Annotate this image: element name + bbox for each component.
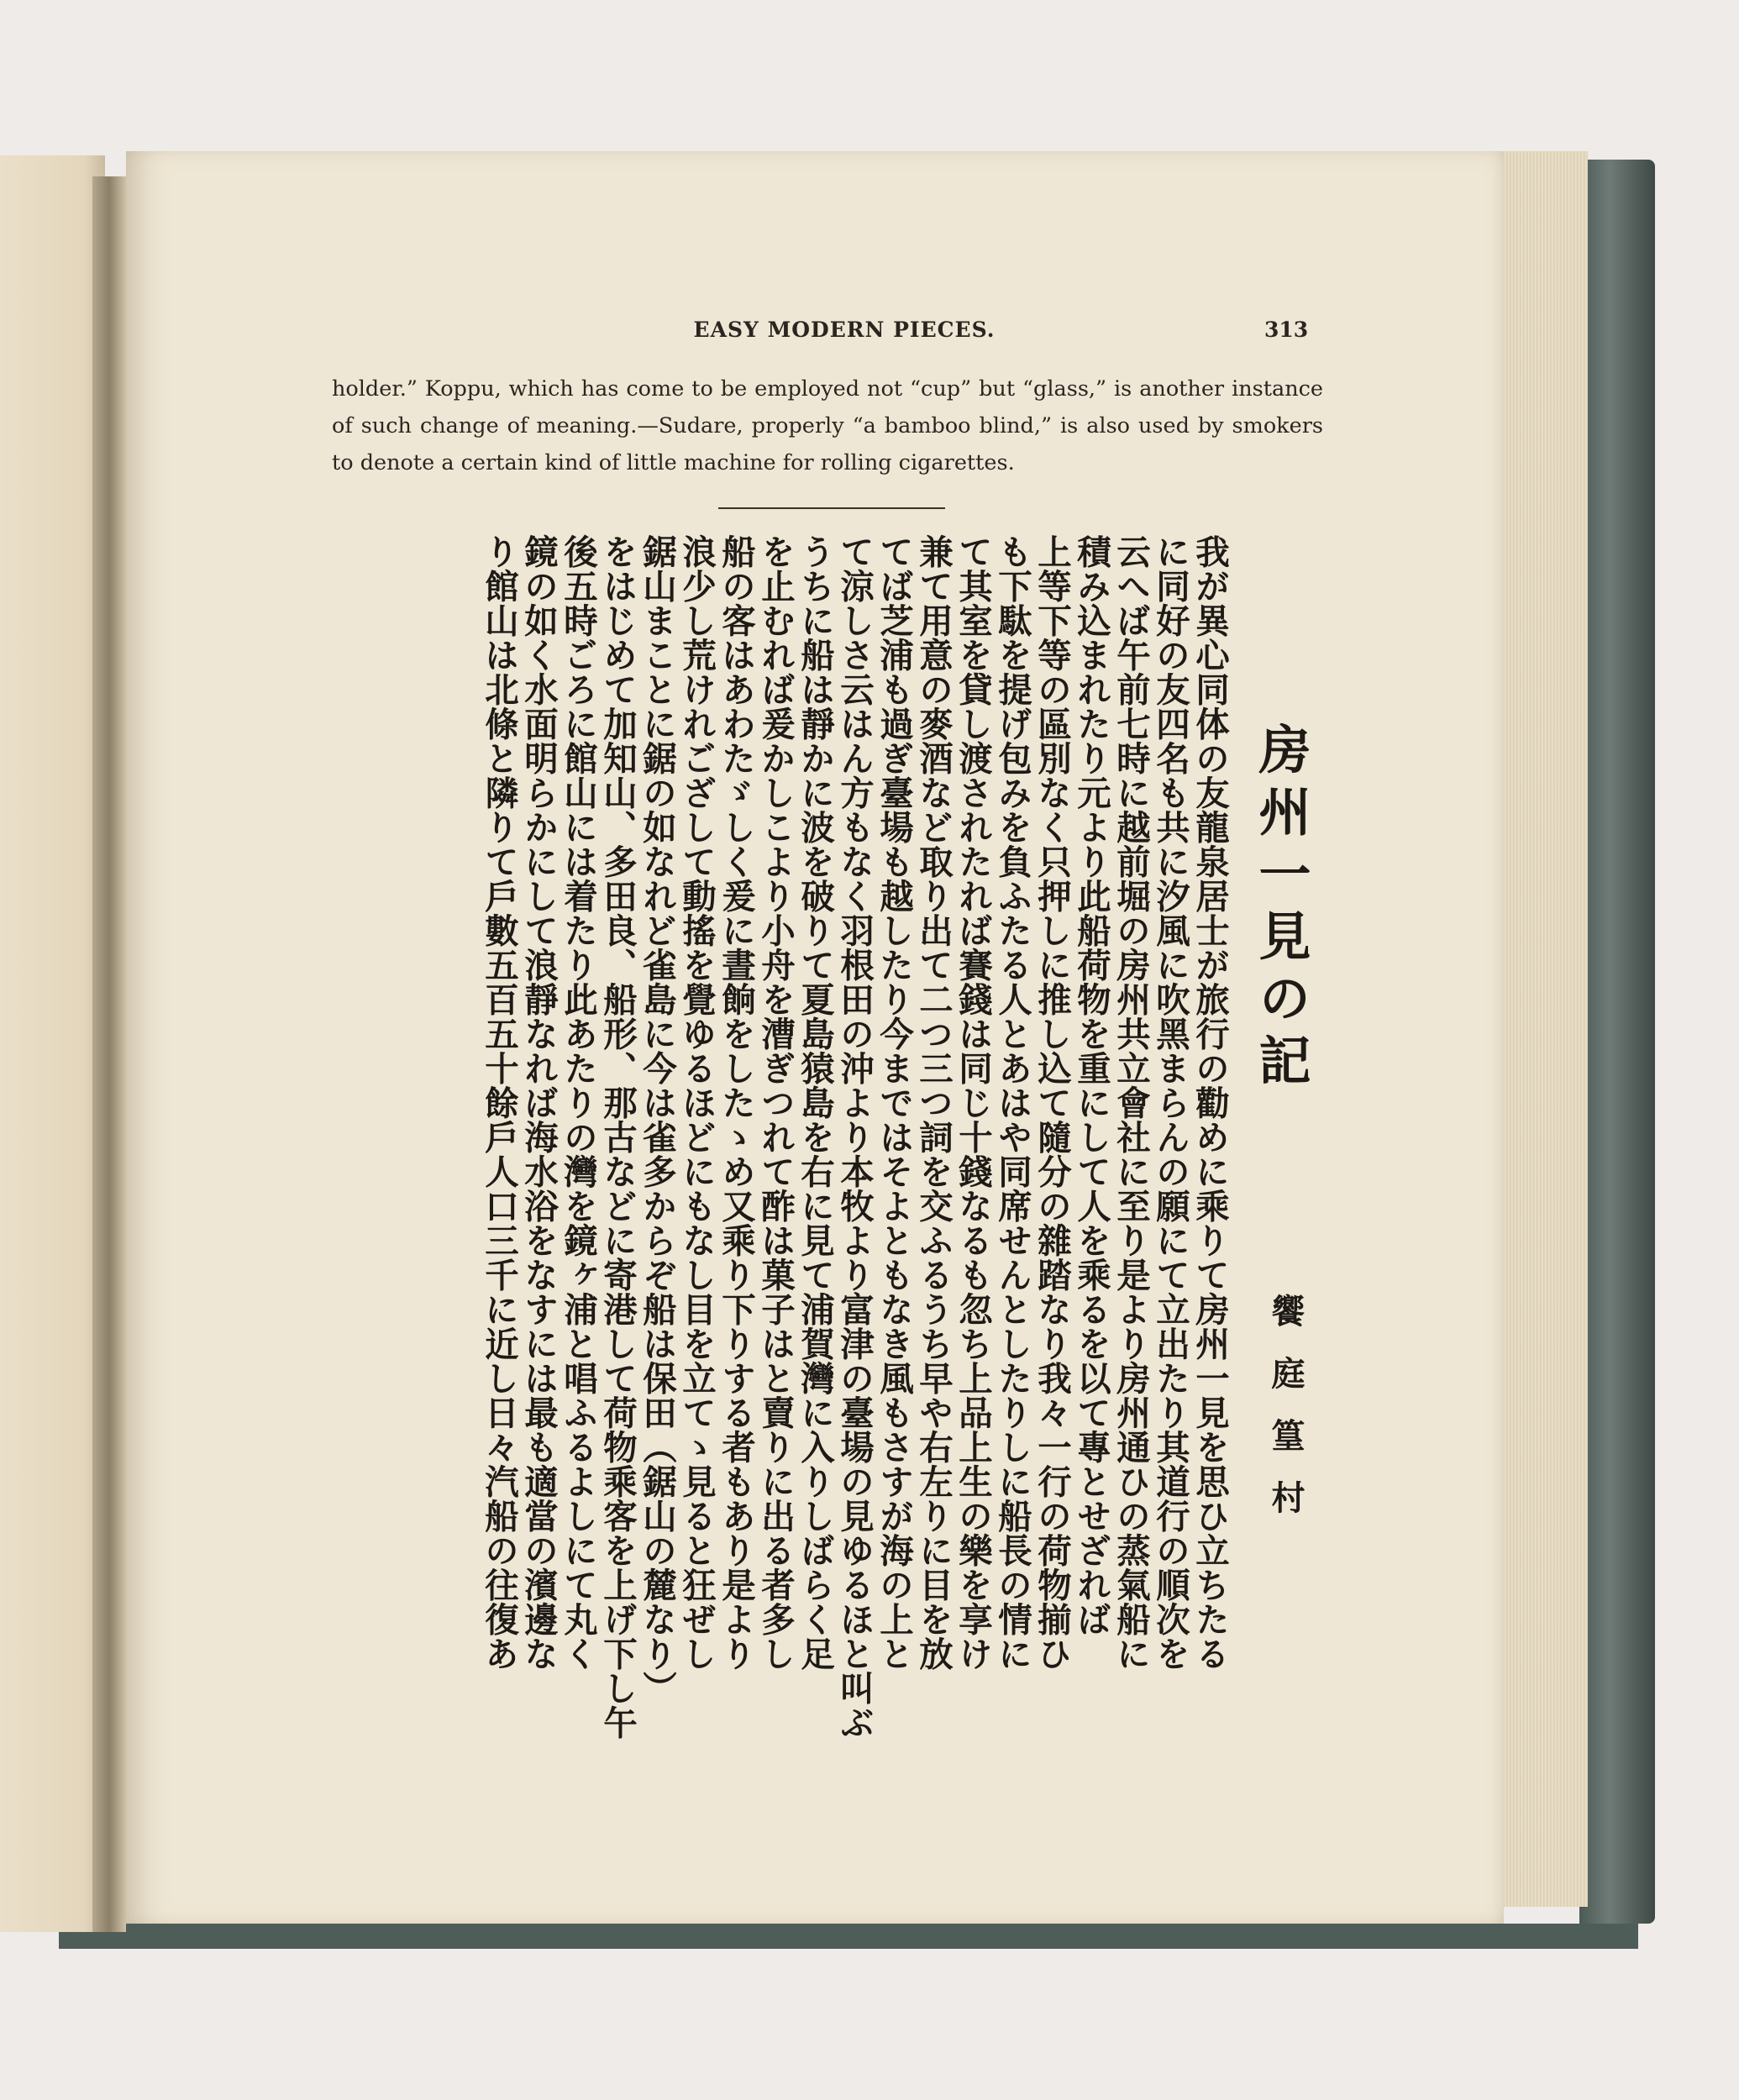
- article-title: 房州一見の記: [1250, 722, 1311, 1095]
- text-column: 鏡の如く水面明らかにして浪靜なれば海水浴をなすには最も適當の濱邊な: [518, 534, 559, 1671]
- text-column: 鋸山まことに鋸の如なれど雀島に今は雀多からぞ船は保田（鋸山の麓なり）: [637, 534, 677, 1705]
- text-column: 上等下等の區別なく只押しに推し込て隨分の雜踏なり我々一行の荷物揃ひ: [1032, 534, 1072, 1671]
- text-column: を止むれば爰かしこより小舟を漕ぎつれて酢は菓子はと賣りに出る者多し: [755, 534, 796, 1671]
- footnote-line-1: holder.” Koppu, which has come to be employed not “cup” but “glass,” is another instance: [332, 376, 1323, 402]
- text-column: 云へば午前七時に越前堀の房州共立會社に至り是より房州通ひの蒸氣船に: [1111, 534, 1151, 1671]
- text-column: 積み込まれたり元より此船荷物を重にして人を乘るを以て專とせざれば: [1071, 534, 1111, 1636]
- text-column: てば芝浦も過ぎ臺場も越したり今まではそよともなき風もさすが海の上と: [874, 534, 914, 1671]
- article-author: 饗庭篁村: [1266, 1294, 1306, 1542]
- text-column: 我が異心同体の友龍泉居士が旅行の勸めに乘りて房州一見を思ひ立ちたる: [1190, 534, 1230, 1671]
- page-number: 313: [1264, 318, 1309, 342]
- text-column: をはじめて加知山、多田良、船形、那古などに寄港して荷物乘客を上げ下し午: [597, 534, 638, 1740]
- text-column: 後五時ごろに館山には着たり此あたりの灣を鏡ヶ浦と唱ふるよしにて丸く: [558, 534, 598, 1671]
- text-column: も下駄を提げ包みを負ふたる人とあはや同席せんとしたりしに船長の情に: [992, 534, 1032, 1671]
- text-column: 兼て用意の麥酒など取り出て二つ三つ詞を交ふるうち早や右左りに目を放: [913, 534, 954, 1671]
- text-column: て涼しさ云はん方もなく羽根田の沖より本牧より富津の臺場の見ゆるほと叫ぶ: [834, 534, 875, 1740]
- footnote-line-2: of such change of meaning.—Sudare, properly “a bamboo blind,” is also used by smokers: [332, 413, 1323, 438]
- text-column: うちに船は靜かに波を破りて夏島猿島を右に見て浦賀灣に入りしばらく足: [795, 534, 835, 1671]
- text-column: 船の客はあわたゞしく爰に晝餉をしたゝめ又乘り下りする者もあり是より: [716, 534, 756, 1671]
- page-stack-edges: [1495, 151, 1588, 1907]
- book-gutter: [92, 176, 126, 1932]
- book-cover-edge: [1579, 160, 1655, 1924]
- text-column: り館山は北條と隣りて戶數五百五十餘戶人口三千に近し日々汽船の往復あ: [479, 534, 519, 1671]
- text-column: に同好の友四名も共に汐風に吹黑まらんの願にて立出たり其道行の順次を: [1150, 534, 1190, 1671]
- section-divider: [718, 507, 945, 509]
- text-column: て其室を貸し渡されたれば賽錢は同じ十錢なるも忽ち上品上生の樂を享け: [953, 534, 993, 1671]
- text-column: 浪少し荒けれござして動搖を覺ゆるほどにもなし目を立てゝ見ると狂ぜし: [676, 534, 717, 1671]
- left-page-edge: [0, 155, 105, 1932]
- running-header: EASY MODERN PIECES.: [693, 318, 996, 342]
- footnote-line-3: to denote a certain kind of little machine for rolling cigarettes.: [332, 450, 1015, 475]
- book-bottom-board: [59, 1924, 1638, 1949]
